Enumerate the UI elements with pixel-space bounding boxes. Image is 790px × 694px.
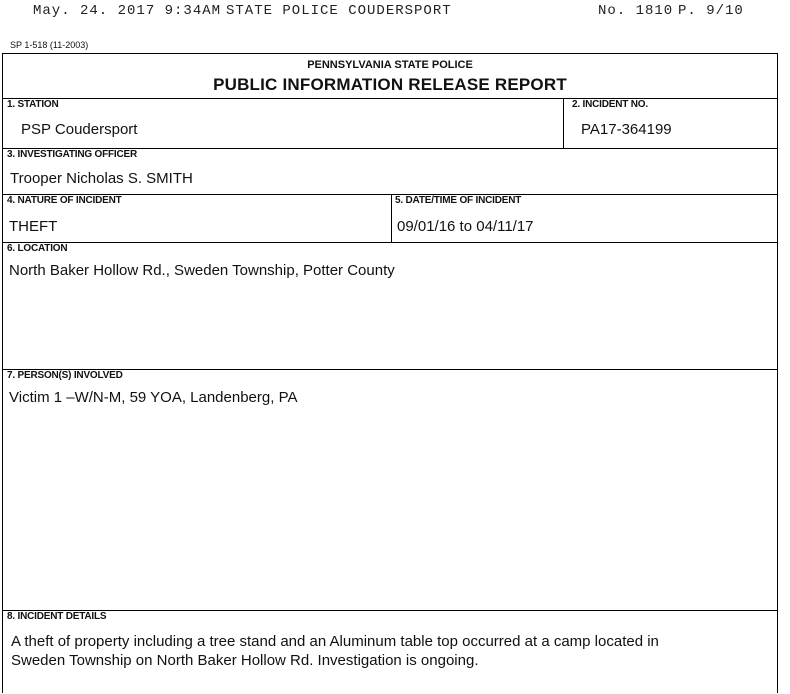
datetime-label: 5. DATE/TIME OF INCIDENT	[395, 195, 522, 206]
officer-cell	[3, 148, 779, 194]
location-value: North Baker Hollow Rd., Sweden Township, Potter County	[9, 262, 395, 279]
datetime-value: 09/01/16 to 04/11/17	[397, 218, 534, 235]
persons-cell	[3, 369, 779, 610]
nature-value: THEFT	[9, 218, 58, 235]
release-report-form	[2, 53, 778, 693]
details-text	[11, 632, 751, 670]
nature-cell	[3, 194, 391, 242]
fax-sender: STATE POLICE COUDERSPORT	[226, 3, 452, 19]
location-cell	[3, 242, 779, 369]
station-label: 1. STATION	[7, 99, 59, 110]
form-number: SP 1-518 (11-2003)	[10, 40, 89, 50]
station-value: PSP Coudersport	[21, 121, 138, 138]
datetime-cell	[391, 194, 779, 242]
station-cell	[3, 98, 563, 148]
incident-no-cell	[563, 98, 779, 148]
details-label: 8. INCIDENT DETAILS	[7, 611, 107, 622]
nature-label: 4. NATURE OF INCIDENT	[7, 195, 122, 206]
details-line-2: Sweden Township on North Baker Hollow Rd. Investigation is ongoing.	[11, 652, 479, 669]
persons-label: 7. PERSON(S) INVOLVED	[7, 370, 123, 381]
officer-label: 3. INVESTIGATING OFFICER	[7, 149, 138, 160]
fax-datetime: May. 24. 2017 9:34AM	[33, 3, 222, 19]
officer-value: Trooper Nicholas S. SMITH	[10, 170, 193, 187]
fax-number: No. 1810	[598, 3, 674, 19]
details-line-1: A theft of property including a tree stand and an Aluminum table top occurred at a camp located in	[11, 633, 659, 650]
incident-no-value: PA17-364199	[581, 121, 672, 138]
agency-name: PENNSYLVANIA STATE POLICE	[307, 59, 473, 71]
location-label: 6. LOCATION	[7, 243, 68, 254]
fax-page: P. 9/10	[678, 3, 744, 19]
fax-header	[0, 3, 790, 23]
persons-value: Victim 1 –W/N-M, 59 YOA, Landenberg, PA	[9, 389, 298, 406]
incident-no-label: 2. INCIDENT NO.	[572, 99, 648, 110]
form-title: PUBLIC INFORMATION RELEASE REPORT	[213, 75, 567, 94]
